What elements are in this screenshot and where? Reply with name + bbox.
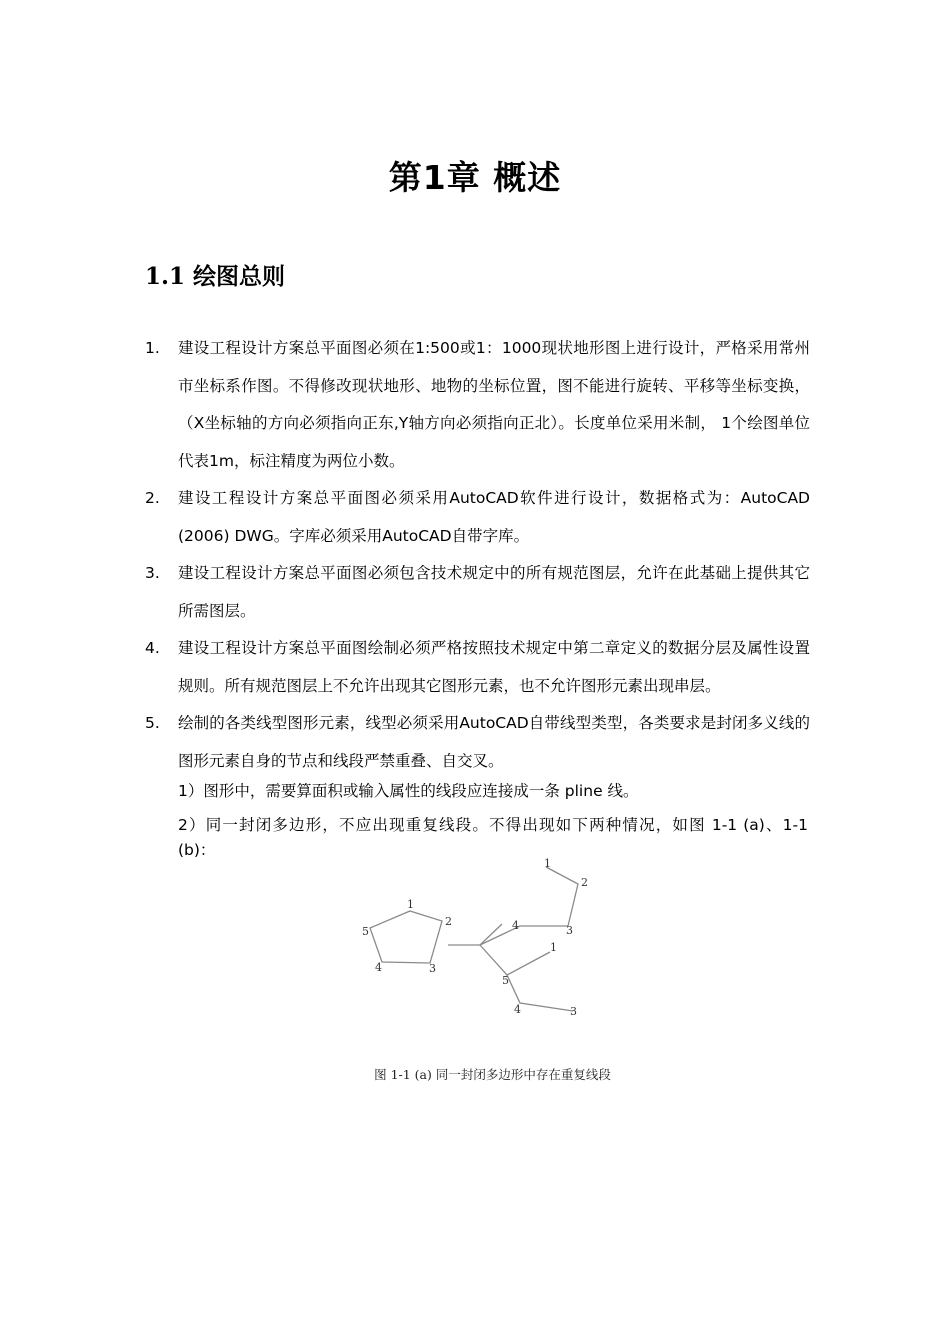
figure-caption: 图 1-1 (a) 同一封闭多边形中存在重复线段 <box>374 1067 611 1082</box>
list-item-text: 建设工程设计方案总平面图必须包含技术规定中的所有规范图层，允许在此基础上提供其它所需图层。 <box>178 564 810 620</box>
figure-duplicate-segments <box>362 856 602 1016</box>
sub-item-pline: 1）图形中，需要算面积或输入属性的线段应连接成一条 pline 线。 <box>178 782 639 800</box>
self-overlapping-path <box>448 867 578 1011</box>
pentagon-label: 4 <box>375 961 382 974</box>
sub-item-duplicate-segments: 2）同一封闭多边形，不应出现重复线段。不得出现如下两种情况，如图 1-1 (a)、1-1 (b)： <box>178 816 808 859</box>
pentagon-shape <box>370 911 442 963</box>
list-item-number: 3. <box>145 564 160 582</box>
path-label: 3 <box>566 924 573 937</box>
pentagon-label: 3 <box>429 962 436 975</box>
list-item <box>145 630 810 705</box>
list-item-text: 建设工程设计方案总平面图绘制必须严格按照技术规定中第二章定义的数据分层及属性设置规则。所有规范图层上不允许出现其它图形元素，也不允许图形元素出现串层。 <box>178 639 810 695</box>
pentagon-label: 2 <box>445 915 452 928</box>
section-title: 1.1 绘图总则 <box>145 263 286 290</box>
list-item-number: 2. <box>145 489 160 507</box>
path-label: 4 <box>512 919 519 932</box>
chapter-title: 第1章 概述 <box>388 158 562 197</box>
rule-list <box>145 330 810 780</box>
path-label: 4 <box>514 1003 521 1016</box>
path-label: 5 <box>502 974 509 987</box>
list-item-text: 建设工程设计方案总平面图必须采用AutoCAD软件进行设计，数据格式为：AutoCAD (2006) DWG。字库必须采用AutoCAD自带字库。 <box>178 489 810 545</box>
list-item-text: 建设工程设计方案总平面图必须在1:500或1：1000现状地形图上进行设计，严格采用常州市坐标系作图。不得修改现状地形、地物的坐标位置，图不能进行旋转、平移等坐标变换，（X坐标轴的方向必须指向正东,Y轴方向必须指向正北）。长度单位采用米制， 1个绘图单位代表1m，标注精度为两位小数。 <box>178 339 810 470</box>
list-item <box>145 480 810 555</box>
pentagon-labels <box>362 898 452 975</box>
list-item <box>145 330 810 480</box>
list-item <box>145 555 810 630</box>
pentagon-label: 5 <box>362 925 369 938</box>
path-label: 3 <box>570 1005 577 1016</box>
list-item-number: 1. <box>145 339 160 357</box>
list-item-number: 5. <box>145 714 160 732</box>
list-item-number: 4. <box>145 639 160 657</box>
path-label: 2 <box>581 876 588 889</box>
list-item <box>145 705 810 780</box>
list-item-text: 绘制的各类线型图形元素，线型必须采用AutoCAD自带线型类型，各类要求是封闭多义线的图形元素自身的节点和线段严禁重叠、自交叉。 <box>178 714 810 770</box>
path-label: 1 <box>544 857 551 870</box>
pentagon-label: 1 <box>407 898 414 911</box>
path-label: 1 <box>550 941 557 954</box>
